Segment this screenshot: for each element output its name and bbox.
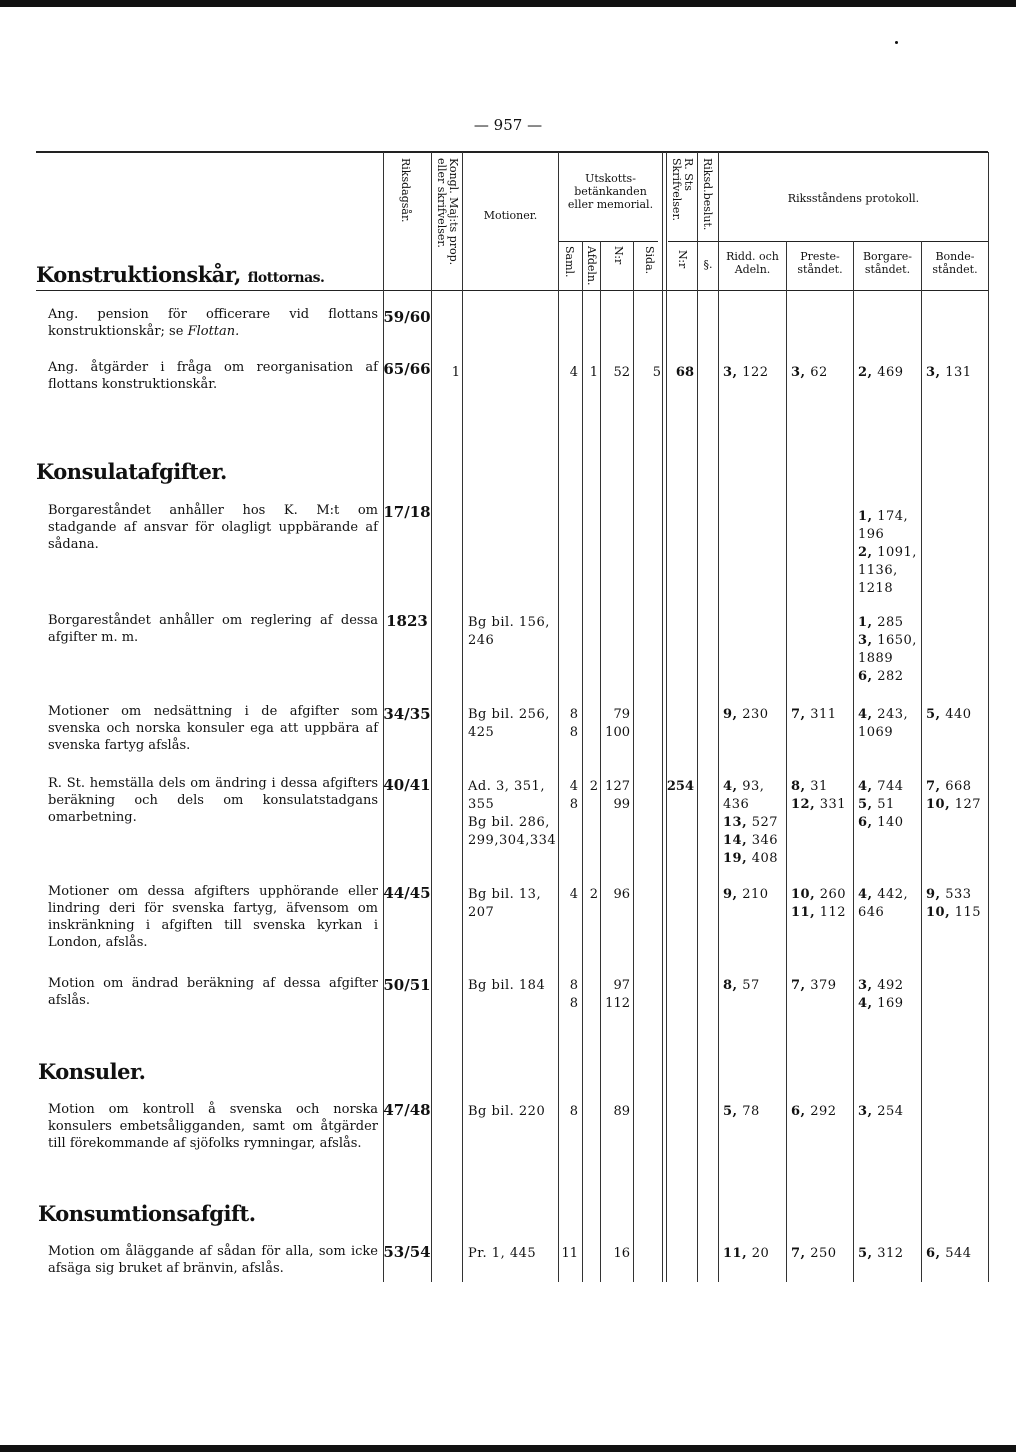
ridd-ref: 8, 57 — [723, 978, 760, 993]
top-border — [0, 0, 1016, 7]
header-bottom-rule — [36, 290, 988, 291]
afdeln-value: 2 — [589, 887, 598, 902]
preste-ref: 8, 31 12, 331 — [791, 779, 847, 812]
col-rule — [662, 152, 663, 1282]
rsts-value: 254 — [666, 779, 694, 794]
preste-ref: 10, 260 11, 112 — [791, 887, 847, 920]
motioner-ref: Bg bil. 13, 207 — [468, 887, 542, 920]
borgare-ref: 4, 243, 1069 — [858, 707, 909, 740]
header-rsts-nr: N:r — [676, 250, 689, 269]
rsts-value: 68 — [675, 365, 694, 380]
kongl-value: 1 — [451, 365, 460, 380]
entry-year: 1823 — [386, 612, 428, 630]
entry-year: 53/54 — [383, 1243, 431, 1261]
header-utskotts: Utskotts- betänkanden eller memorial. — [567, 172, 654, 211]
entry-year: 47/48 — [383, 1101, 431, 1119]
col-rule — [666, 152, 667, 1282]
motioner-ref: Bg bil. 256, 425 — [468, 707, 550, 740]
utskotts-sub-rule — [558, 241, 658, 242]
borgare-ref: 1, 174, 196 2, 1091, 1136, 1218 — [858, 509, 917, 596]
header-sida: Sida. — [643, 246, 656, 275]
col-rule — [718, 152, 719, 1282]
preste-ref: 7, 379 — [791, 978, 837, 993]
entry-description: R. St. hemställa dels om ändring i dessa afgifters beräkning och dels om konsulatstadgans omarbetning. — [48, 776, 378, 825]
ridd-ref: 11, 20 — [723, 1246, 770, 1261]
borgare-ref: 4, 442, 646 — [858, 887, 909, 920]
borgare-ref: 3, 492 4, 169 — [858, 978, 904, 1011]
col-rule — [582, 241, 583, 1282]
motioner-ref: Pr. 1, 445 — [468, 1246, 537, 1261]
borgare-ref: 3, 254 — [858, 1104, 904, 1119]
entry-year: 34/35 — [383, 705, 431, 723]
col-rule — [697, 152, 698, 1282]
bonde-ref: 9, 533 10, 115 — [926, 887, 982, 920]
afdeln-value: 2 — [589, 779, 598, 794]
nr-value: 97 112 — [605, 978, 630, 1011]
speck — [895, 41, 898, 44]
entry-description: Motioner om dessa afgifters upphörande eller lindring deri för svenska fartyg, äfvensom om inskränkning i afgiften till svenska kyrkan i London, afslås. — [48, 884, 378, 950]
motioner-ref: Bg bil. 156, 246 — [468, 615, 550, 648]
header-ridd: Ridd. och Adeln. — [726, 250, 779, 276]
header-afdeln: Afdeln. — [585, 246, 598, 286]
col-rule — [921, 241, 922, 1282]
saml-value: 8 — [569, 1104, 578, 1119]
entry-description: Motioner om nedsättning i de afgifter som svenska och norska konsuler ega att uppbära af svenska fartyg afslås. — [48, 704, 378, 753]
nr-value: 127 99 — [605, 779, 630, 812]
bonde-ref: 7, 668 10, 127 — [926, 779, 982, 812]
entry-description: Ang. åtgärder i fråga om reorganisation af flottans konstruktionskår. — [48, 360, 378, 392]
motioner-ref: Ad. 3, 351, 355 Bg bil. 286, 299,304,334 — [468, 779, 557, 848]
entry-year: 65/66 — [383, 360, 431, 378]
preste-ref: 7, 311 — [791, 707, 837, 722]
col-rule — [633, 241, 634, 1282]
header-saml: Saml. — [563, 246, 576, 278]
nr-value: 96 — [613, 887, 630, 902]
sida-value: 5 — [652, 365, 661, 380]
entry-description: Borgareståndet anhåller om reglering af dessa afgifter m. m. — [48, 613, 378, 645]
saml-value: 4 — [569, 887, 578, 902]
entry-description: Borgareståndet anhåller hos K. M:t om stadgande af ansvar för olagligt uppbärande af sådana. — [48, 503, 378, 552]
header-kongl: Kongl. Maj:ts prop. eller skrifvelser. — [435, 158, 460, 266]
header-rsts: R. Sts Skrifvelser. — [670, 158, 695, 221]
col-rule — [853, 241, 854, 1282]
col-rule — [462, 152, 463, 1282]
ridd-ref: 9, 210 — [723, 887, 769, 902]
ridd-ref: 3, 122 — [723, 365, 769, 380]
saml-value: 8 8 — [569, 707, 578, 740]
borgare-ref: 4, 744 5, 51 6, 140 — [858, 779, 904, 830]
header-motioner: Motioner. — [483, 209, 538, 222]
bonde-ref: 3, 131 — [926, 365, 972, 380]
col-rule — [600, 241, 601, 1282]
bonde-ref: 5, 440 — [926, 707, 972, 722]
header-protokoll: Riksståndens protokoll. — [787, 192, 920, 205]
afdeln-value: 1 — [589, 365, 598, 380]
col-rule — [786, 241, 787, 1282]
entry-year: 50/51 — [383, 976, 431, 994]
motioner-ref: Bg bil. 220 — [468, 1104, 546, 1119]
header-riksdagsar: Riksdagsår. — [399, 158, 412, 223]
page-number: — 957 — — [473, 116, 543, 134]
borgare-ref: 5, 312 — [858, 1246, 904, 1261]
entry-year: 40/41 — [383, 776, 431, 794]
borgare-ref: 1, 285 3, 1650, 1889 6, 282 — [858, 615, 917, 684]
entry-year: 44/45 — [383, 884, 431, 902]
header-riksd: Riksd.beslut. — [701, 158, 714, 231]
borgare-ref: 2, 469 — [858, 365, 904, 380]
section-title: Konsulatafgifter. — [36, 459, 227, 484]
entry-description: Motion om kontroll å svenska och norska konsulers embetsåligganden, samt om åtgärder till förekommande af sjöfolks rymningar, afslås. — [48, 1102, 378, 1151]
col-rule — [431, 152, 432, 1282]
saml-value: 4 8 — [569, 779, 578, 812]
motioner-ref: Bg bil. 184 — [468, 978, 546, 993]
entry-description: Ang. pension för officerare vid flottans konstruktionskår; se Flottan. — [48, 307, 378, 339]
section-title: Konstruktionskår, flottornas. — [36, 262, 325, 287]
preste-ref: 6, 292 — [791, 1104, 837, 1119]
entry-year: 17/18 — [383, 503, 431, 521]
col-rule — [988, 152, 989, 1282]
section-title: Konsumtionsafgift. — [38, 1201, 256, 1226]
preste-ref: 3, 62 — [791, 365, 828, 380]
table-top-rule — [36, 151, 988, 153]
header-borgare: Borgare- ståndet. — [862, 250, 913, 276]
nr-value: 89 — [613, 1104, 630, 1119]
nr-value: 52 — [613, 365, 630, 380]
entry-description: Motion om åläggande af sådan för alla, som icke afsäga sig bruket af bränvin, afslås. — [48, 1244, 378, 1276]
nr-value: 16 — [613, 1246, 630, 1261]
header-preste: Preste- ståndet. — [797, 250, 843, 276]
ridd-ref: 4, 93, 436 13, 527 14, 346 19, 408 — [723, 779, 779, 866]
preste-ref: 7, 250 — [791, 1246, 837, 1261]
header-paragraph: §. — [703, 258, 713, 271]
ridd-ref: 5, 78 — [723, 1104, 760, 1119]
nr-value: 79 100 — [605, 707, 630, 740]
header-bonde: Bonde- ståndet. — [932, 250, 978, 276]
saml-value: 4 — [569, 365, 578, 380]
section-title: Konsuler. — [38, 1059, 146, 1084]
bonde-ref: 6, 544 — [926, 1246, 972, 1261]
entry-year: 59/60 — [383, 308, 431, 326]
bottom-border — [0, 1445, 1016, 1452]
ridd-ref: 9, 230 — [723, 707, 769, 722]
saml-value: 8 8 — [569, 978, 578, 1011]
saml-value: 11 — [561, 1246, 578, 1261]
entry-description: Motion om ändrad beräkning af dessa afgifter afslås. — [48, 976, 378, 1008]
rsts-sub-rule — [668, 241, 718, 242]
header-nr: N:r — [612, 246, 625, 265]
